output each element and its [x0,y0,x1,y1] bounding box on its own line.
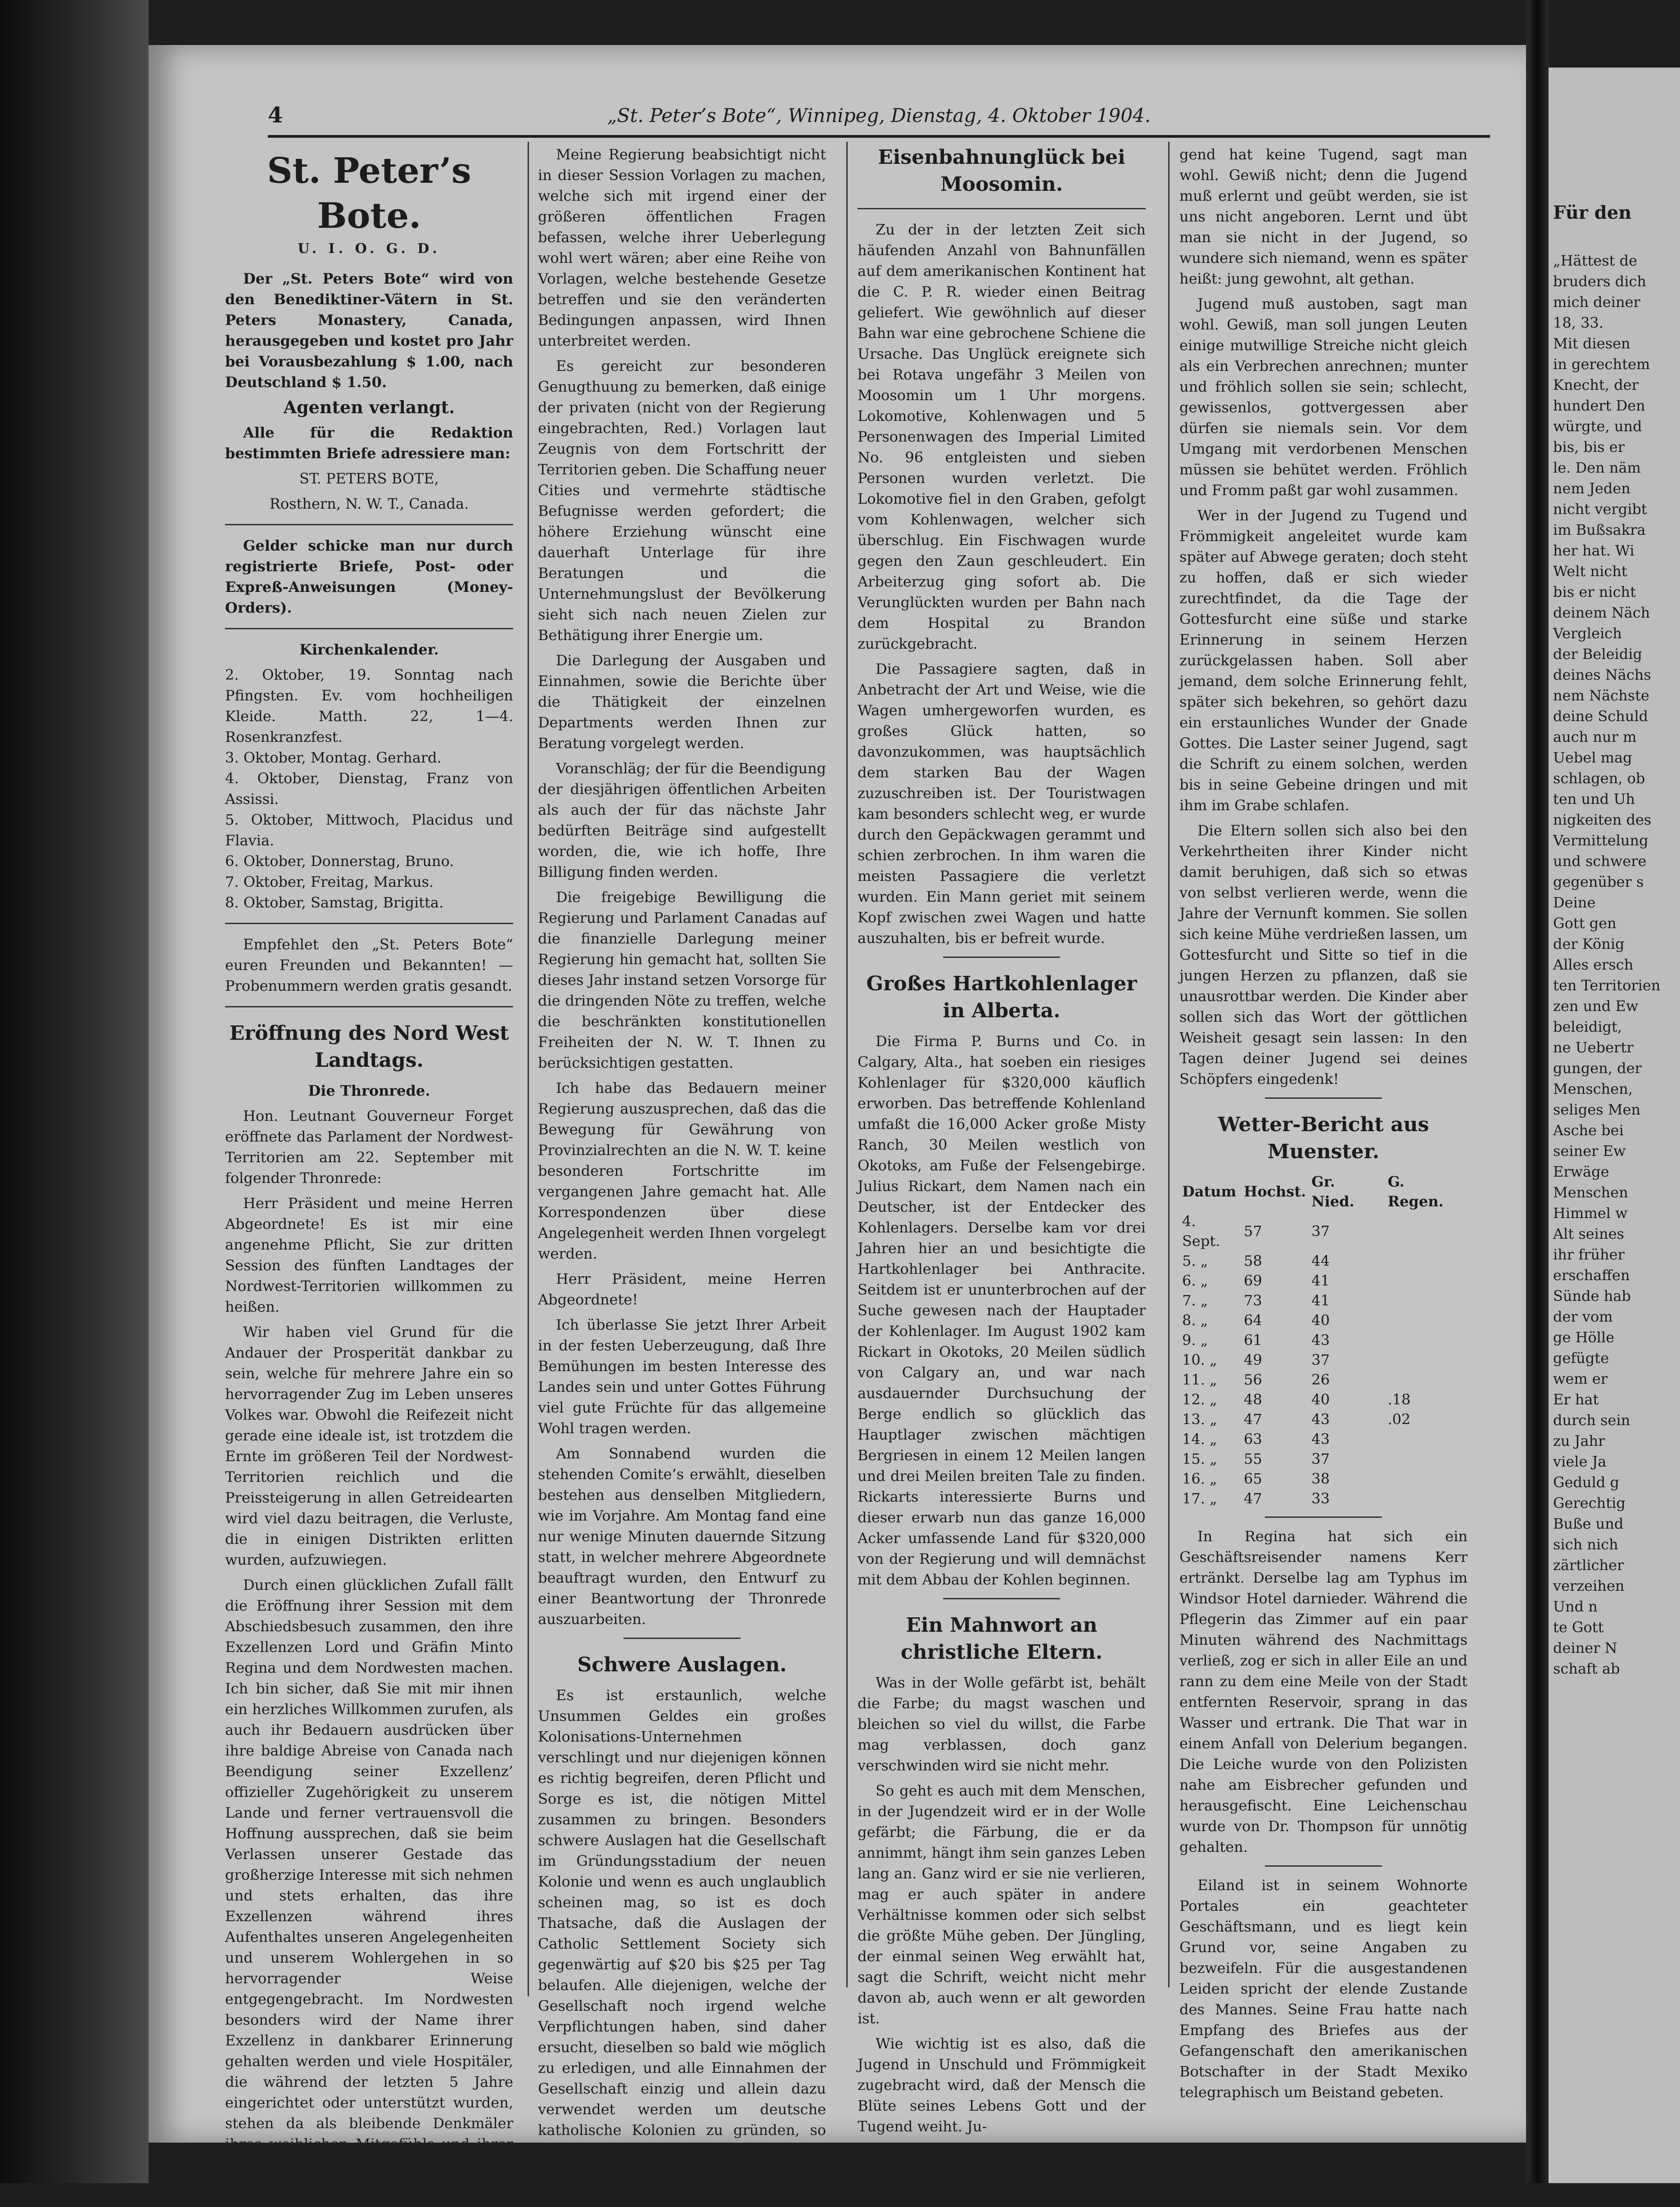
facing-page-line: der König [1553,935,1625,952]
weather-cell: 47 [1243,1411,1262,1428]
article-paragraph: Zu der in der letzten Zeit sich häufenden Anzahl von Bahnunfällen auf dem amerikanischen Kontinent hat die C. P. R. wieder einen Beitrag geliefert. Wie gewöhnlich auf dieser Bahn war eine gebrochene Schiene die Ursache. Das Unglück ereignete sich bei Rotava ungefähr 3 Meilen von Moosomin um 1 Uhr morgens. Lokomotive, Kohlenwagen und 5 Personenwagen des Imperial Limited No. 96 entgleisten und sieben Personen wurden verletzt. Die Lokomotive fiel in den Graben, gefolgt vom Kohlenwagen, welcher sich überschlug. Ein Fischwagen wurde gegen den Zaun geschleudert. Ein Arbeiterzug ging sofort ab. Die Verunglückten wurden per Bahn nach dem Hospital zu Brandon zurückgebracht. [858,221,1146,652]
weather-cell: 8. „ [1182,1312,1208,1329]
weather-cell: 17. „ [1182,1490,1217,1507]
facing-page-line: Und n [1553,1598,1598,1615]
divider [225,1006,513,1007]
article-paragraph: gend hat keine Tugend, sagt man wohl. Gewiß nicht; denn die Jugend muß erlernt und geübt werden, sie ist uns nicht angeboren. Lernt und übt man sie nicht in der Jugend, so wundere sich niemand, wenn es später heißt: jung gewohnt, alt gethan. [1179,146,1468,287]
column-4 [1179,144,1468,2107]
article-paragraph: So geht es auch mit dem Menschen, in der Jugendzeit wird er in der Wolle gefärbt; die Färbung, die er da annimmt, hängt ihm sein ganzes Leben lang an. Ganz wird er sie nie verlieren, mag er auch später in andere Verhältnisse kommen oder sich selbst die größte Mühe geben. Der Jüngling, der einmal seinen Weg erwählt hat, sagt die Schrift, weicht nicht mehr davon ab, auch wenn er alt geworden ist. [858,1782,1146,2027]
facing-page-line: wem er [1553,1370,1608,1387]
weather-cell: 44 [1311,1252,1330,1269]
facing-page-line: würgte, und [1553,418,1642,435]
weather-cell [1385,1429,1468,1449]
divider [943,1598,1060,1599]
weather-cell [1385,1330,1468,1350]
page-number: 4 [268,103,283,128]
weather-cell: 58 [1243,1252,1262,1269]
facing-page-line: mich deiner [1553,293,1640,311]
weather-cell: 6. „ [1182,1272,1208,1289]
weather-cell: 14. „ [1182,1431,1217,1448]
facing-page-line: schlagen, ob [1553,770,1645,787]
weather-cell: 12. „ [1182,1391,1217,1408]
weather-row [1179,1390,1468,1409]
article-subhead: Die Thronrede. [308,1082,430,1099]
facing-page-line: der Beleidig [1553,645,1642,663]
weather-cell: 40 [1311,1391,1330,1408]
article-paragraph: Jugend muß austoben, sagt man wohl. Gewiß, man soll jungen Leuten einige mutwillige Streiche nicht gleich als ein Verbrechen anrechnen; munter und fröhlich sollen sie sein; schlecht, gewissenlos, gottvergessen aber dürfen sie niemals sein. Vor dem Umgang mit verdorbenen Menschen müssen sie behütet werden. Fröhlich und Fromm paßt gar wohl zusammen. [1179,295,1468,499]
article-paragraph: Die Darlegung der Ausgaben und Einnahmen, sowie die Berichte über die Thätigkeit der einzelnen Departments werden Ihnen zur Beratung vorgelegt werden. [538,652,826,752]
article-paragraph: Die Firma P. Burns und Co. in Calgary, Alta., hat soeben ein riesiges Kohlenlager für $320,000 käuflich erworben. Das betreffende Kohlenland umfaßt die 16,000 Acker große Misty Ranch, 30 Meilen westlich von Okotoks, am Fuße der Felsengebirge. Julius Rickart, dem Namen nach ein Deutscher, ist der Entdecker des Kohlenlagers. Derselbe kam vor drei Jahren hier an und besichtigte die Hartkohlenlager bei Anthracite. Seitdem ist er ununterbrochen auf der Suche gewesen nach der Hauptader der Kohlenlager. Im August 1902 kam Rickart in Okotoks, 20 Meilen südlich von Calgary an, und war nach ausdauernder Durchsuchung der Berge endlich so glücklich das Hauptlager zwischen mächtigen Bergriesen in einem 12 Meilen langen und drei Meilen breiten Tale zu finden. Rickarts interessierte Burns und dieser erwarb nun das ganze 16,000 Acker umfassende Land für $320,000 von der Regierung und will demnächst mit dem Abbau der Kohlen beginnen. [858,1033,1146,1588]
weather-cell: 11. „ [1182,1371,1217,1388]
weather-cell: 73 [1243,1292,1262,1309]
weather-cell: 13. „ [1182,1411,1217,1428]
facing-page-line: nicht vergibt [1553,501,1647,518]
weather-cell: 41 [1311,1292,1330,1309]
weather-row [1179,1271,1468,1291]
facing-page-line: seliges Men [1553,1101,1641,1118]
facing-page-line: zu Jahr [1553,1432,1605,1449]
weather-cell: 40 [1311,1312,1330,1329]
article-paragraph: Die Eltern sollen sich also bei den Verkehrtheiten ihrer Kinder nicht damit beruhigen, daß sich so etwas von selbst verlieren werde, wenn die Jahre der Vernunft kommen. Sie sollen sich keine Mühe verdrießen lassen, um Gottesfurcht und Sitte so tief in die jungen Herzen zu pflanzen, daß sie unausrottbar werden. Die Kinder aber sollen sich das Wort der göttlichen Weisheit gesagt sein lassen: In den Tagen deiner Jugend sei deines Schöpfers eingedenk! [1179,822,1468,1088]
facing-page-line: deinem Näch [1553,604,1650,621]
weather-cell: 9. „ [1182,1331,1208,1349]
facing-page-line: hundert Den [1553,397,1645,414]
divider [858,208,1146,209]
article-paragraph: Am Sonnabend wurden die stehenden Comite’s erwählt, dieselben bestehen aus denselben Mitgliedern, wie im Vorjahre. Am Montag fand eine nur wenige Minuten dauernde Sitzung statt, in welcher mehrere Abgeordnete beauftragt wurden, den Entwurf zu einer Beantwortung der Thronrede auszuarbeiten. [538,1445,826,1628]
address-name: ST. PETERS BOTE, [299,470,439,487]
facing-page-line: und schwere [1553,853,1647,870]
article-paragraph: Meine Regierung beabsichtigt nicht in dieser Session Vorlagen zu machen, welche sich mit irgend einer der größeren öffentlichen Fragen befassen, welche ihrer Ueberlegung wohl wert wären; aber eine Reihe von Vorlagen, welche bestehende Gesetze betreffen und sie den veränderten Bedingungen anpassen, wird Ihnen unterbreitet werden. [538,146,826,349]
divider [225,524,513,525]
column-2 [538,144,826,2207]
facing-page-line: nem Nächste [1553,687,1649,704]
page-title: „St. Peter’s Bote“, Winnipeg, Dienstag, 4. Oktober 1904. [607,104,1151,126]
weather-row [1179,1251,1468,1271]
book-binding [0,0,149,2183]
weather-row [1179,1489,1468,1508]
weather-cell: 65 [1243,1470,1262,1487]
facing-page-line: sich nich [1553,1536,1618,1553]
agents-wanted: Agenten verlangt. [283,397,455,417]
weather-cell: 47 [1243,1490,1262,1507]
facing-page-line: gungen, der [1553,1060,1642,1077]
facing-page-line: seiner Ew [1553,1142,1626,1160]
weather-cell: 56 [1243,1371,1262,1388]
facing-page-line: deine Schuld [1553,708,1648,725]
facing-page-line: Himmel w [1553,1205,1628,1222]
article-paragraph: Eiland ist in seinem Wohnorte Portales ein geachteter Geschäftsmann, und es liegt kein Grund vor, seine Angaben zu bezweifeln. Für die ausgestandenen Leiden spricht der elende Zustande des Mannes. Seine Frau hatte nach Empfang des Briefes aus der Gefangenschaft den amerikanischen Botschafter in der Stadt Mexiko telegraphisch um Beistand gebeten. [1179,1877,1468,2101]
article-paragraph: Ich habe das Bedauern meiner Regierung auszusprechen, daß das die Bewegung für Gewährung von Provinzialrechten an die N. W. T. keine besonderen Fortschritte im vergangenen Jahre gemacht hat. Alle Korrespondenzen über diese Angelegenheit werden Ihnen vorgelegt werden. [538,1079,826,1262]
facing-page-line: gefügte [1553,1349,1609,1367]
weather-header [1385,1172,1468,1211]
calendar-entry: 5. Oktober, Mittwoch, Placidus und Flavia. [225,811,513,849]
weather-cell: 37 [1311,1223,1330,1240]
facing-page-line: Menschen [1553,1184,1628,1201]
facing-page-line: Erwäge [1553,1163,1609,1180]
facing-page-line: zärtlicher [1553,1557,1624,1574]
weather-cell: 43 [1311,1431,1330,1448]
column-3 [858,144,1146,2141]
calendar-entry: 6. Oktober, Donnerstag, Bruno. [225,853,454,870]
article-paragraph: Durch einen glücklichen Zufall fällt die Eröffnung ihrer Session mit dem Abschiedsbesuch zusammen, den ihre Exzellenzen Lord und Gräfin Minto Regina und dem Nordwesten machen. Ich bin sicher, daß Sie mit mir ihnen ein herzliches Willkommen zurufen, als auch ihr Bedauern ausdrücken über ihre baldige Abreise von Canada nach Beendigung seiner Exzellenz’ offizieller Zugehörigkeit zu unserem Lande und ferner vertrauensvoll die Hoffnung aussprechen, daß sie beim Verlassen unserer Gestade das großherzige Interesse mit sich nehmen und stets erhalten, das ihre Exzellenzen während ihres Aufenthaltes unseren Angelegenheiten und unserem Wohlergehen in so hervorragender Weise entgegengebracht. Im Nordwesten besonders wird der Name ihrer Exzellenz in dankbarer Erinnerung gehalten werden und viele Hospitäler, die während der letzten 5 Jahre eingerichtet oder unterstützt wurden, stehen da als bleibende Denkmäler ihres weiblichen Mitgefühls und ihrer Herzensgüte. [225,1576,513,2173]
facing-page-line: der vom [1553,1308,1613,1325]
calendar-entry: 3. Oktober, Montag. Gerhard. [225,749,442,766]
weather-header: Datum [1182,1183,1237,1200]
facing-page-line: Sünde hab [1553,1287,1631,1304]
divider [943,957,1060,958]
facing-page-line: ihr früher [1553,1246,1625,1263]
weather-cell [1385,1251,1468,1271]
facing-page-line: verzeihen [1553,1577,1625,1594]
facing-page-lines [1553,250,1679,1679]
facing-page-line: her hat. Wi [1553,542,1635,559]
facing-page-line: te Gott [1553,1619,1604,1636]
weather-cell: 61 [1243,1331,1262,1349]
weather-cell [1385,1370,1468,1390]
weather-row [1179,1310,1468,1330]
facing-page-line: Alt seines [1553,1225,1624,1242]
article-paragraph: Hon. Leutnant Gouverneur Forget eröffnete das Parlament der Nordwest-Territorien am 22. September mit folgender Thronrede: [225,1107,513,1187]
facing-page-line: Gott gen [1553,915,1617,932]
weather-cell: 48 [1243,1391,1262,1408]
weather-cell [1385,1350,1468,1370]
weather-cell: 37 [1311,1450,1330,1467]
calendar-title: Kirchenkalender. [299,641,439,658]
column-divider [528,142,529,1996]
facing-page-line: gegenüber s [1553,873,1644,890]
facing-page-line: schaft ab [1553,1660,1620,1677]
calendar-entry: 4. Oktober, Dienstag, Franz von Assissi. [225,770,513,808]
facing-page-line: in gerechtem [1553,356,1650,373]
article-headline: Schwere Auslagen. [577,1653,787,1676]
calendar-entry: 8. Oktober, Samstag, Brigitta. [225,894,444,911]
facing-page-line: Vermittelung [1553,832,1648,849]
article-headline: Großes Hartkohlenlager in Alberta. [866,972,1137,1022]
weather-cell: 55 [1243,1450,1262,1467]
facing-page-line: Geduld g [1553,1474,1619,1491]
divider [1265,1865,1382,1867]
weather-cell: .02 [1387,1411,1411,1428]
weather-row [1179,1449,1468,1469]
weather-row [1179,1350,1468,1370]
weather-cell: 63 [1243,1431,1262,1448]
facing-page-line: Buße und [1553,1515,1624,1532]
weather-cell [1385,1449,1468,1469]
weather-cell: 38 [1311,1470,1330,1487]
facing-page-line: durch sein [1553,1412,1630,1429]
article-headline: Eröffnung des Nord West Landtags. [229,1022,509,1072]
weather-cell [1385,1271,1468,1291]
weather-row [1179,1409,1468,1429]
article-paragraph: Herr Präsident und meine Herren Abgeordnete! Es ist mir eine angenehme Pflicht, Sie zur dritten Session des fünften Landtages der Nordwest-Territorien willkommen zu heißen. [225,1195,513,1315]
weather-row [1179,1429,1468,1449]
masthead-intro: Der „St. Peters Bote“ wird von den Benediktiner-Vätern in St. Peters Monastery, Canada, herausgegeben und kostet pro Jahr bei Vorausbezahlung $ 1.00, nach Deutschland $ 1.50. [225,270,513,391]
weather-cell: 10. „ [1182,1351,1217,1368]
money-note: Gelder schicke man nur durch registrierte Briefe, Post- oder Expreß-Anweisungen (Money-Orders). [225,537,513,616]
calendar-entry: 7. Oktober, Freitag, Markus. [225,873,434,890]
header-rule [268,135,1490,138]
weather-header: Hochst. [1243,1183,1306,1200]
book-gutter [1526,0,1549,2183]
church-calendar [225,664,513,913]
weather-cell: 69 [1243,1272,1262,1289]
article-paragraph: Die freigebige Bewilligung die Regierung und Parlament Canadas auf die finanzielle Darlegung meiner Regierung hin gemacht hat, sollten Sie dieses Jahr instand setzen Vorsorge für die dringenden Nöte zu treffen, welche die beschränkten konstitutionellen Freiheiten der N. W. T. Ihnen zu berücksichtigen gestatten. [538,889,826,1071]
divider [623,1638,741,1639]
weather-cell [1385,1211,1468,1251]
weather-cell: 5. „ [1182,1252,1208,1269]
weather-cell: 15. „ [1182,1450,1217,1467]
weather-cell [1385,1469,1468,1489]
facing-page-line: ge Hölle [1553,1329,1615,1346]
divider [1265,1516,1382,1518]
facing-page-line: auch nur m [1553,728,1637,745]
facing-page-line: le. Den näm [1553,459,1641,476]
facing-page-line: bis er nicht [1553,583,1636,600]
weather-cell: 26 [1311,1371,1330,1388]
facing-page-line: nem Jeden [1553,480,1630,497]
weather-cell: 7. „ [1182,1292,1208,1309]
weather-cell: 4. Sept. [1182,1213,1220,1250]
facing-page-line: Er hat [1553,1391,1599,1408]
column-divider [1168,142,1170,1987]
facing-page-line: zen und Ew [1553,997,1639,1015]
facing-page-line: ten Territorien [1553,977,1661,994]
facing-page-headline: Für den [1553,202,1632,223]
weather-cell: 33 [1311,1490,1330,1507]
article-paragraph: In Regina hat sich ein Geschäftsreisender namens Kerr ertränkt. Derselbe lag am Typhus im Windsor Hotel darnieder. Während die Pflegerin das Zimmer auf ein paar Minuten während des Nachmittags verließ, zog er sich in aller Eile an und rann zu dem eine Meile von der Stadt entfernten Reservoir, sprang in das Wasser und ertrank. Die That war in einem Anfall von Delerium begangen. Die Leiche wurde von den Polizisten nahe am Eisbrecher gefunden und herausgefischt. Eine Leichenschau wurde von Dr. Thompson für unnötig gehalten. [1179,1528,1468,1855]
facing-page-line: Asche bei [1553,1122,1624,1139]
article-paragraph: Wir haben viel Grund für die Andauer der Prosperität dankbar zu sein, welche für mehrere Jahre ein so hervorragender Zug im Leben unseres Volkes war. Obwohl die Reifezeit nicht gerade eine ideale ist, ist trotzdem die Ernte im größeren Teil der Nordwest-Territorien reichlich und die Preissteigerung in allen Getreidearten wird viel dazu beitragen, die Verluste, die in einigen Distrikten erlitten wurden, aufzuwiegen. [225,1323,513,1568]
weather-row [1179,1469,1468,1489]
facing-page-text [1553,203,1679,1679]
facing-page-line: Deine [1553,894,1596,911]
facing-page-line: ten und Uh [1553,790,1635,808]
weather-title: Wetter-Bericht aus Muenster. [1218,1113,1429,1163]
weather-cell [1385,1291,1468,1310]
facing-page-line: Menschen, [1553,1080,1633,1097]
weather-cell: 43 [1311,1331,1330,1349]
recommend-note: Empfehlet den „St. Peters Bote“ euren Freunden und Bekannten! — Probenummern werden gratis gesandt. [225,936,513,994]
weather-cell: 49 [1243,1351,1262,1368]
weather-cell: .18 [1387,1391,1411,1408]
facing-page-line: Knecht, der [1553,376,1639,393]
facing-page-line: 18, 33. [1553,314,1603,331]
masthead-motto: U. I. O. G. D. [298,241,441,257]
divider [1265,1097,1382,1099]
address-note: Alle für die Redaktion bestimmten Briefe adressiere man: [225,424,513,462]
facing-page-line: Alles ersch [1553,956,1634,973]
article-paragraph: Was in der Wolle gefärbt ist, behält die Farbe; du magst waschen und bleichen so viel du willst, die Farbe mag verblassen, doch ganz verschwinden wird sie nicht mehr. [858,1674,1146,1774]
weather-row [1179,1211,1468,1251]
address-place: Rosthern, N. W. T., Canada. [269,495,469,512]
weather-table [1179,1172,1468,1508]
weather-cell: 64 [1243,1312,1262,1329]
facing-page-line: bruders dich [1553,273,1646,290]
facing-page-line: deines Nächs [1553,666,1651,683]
weather-cell [1385,1489,1468,1508]
article-paragraph: Voranschläg; der für die Beendigung der diesjährigen öffentlichen Arbeiten als auch der für das nächste Jahr bedürften Beiträge sind aufgestellt worden, die, wie ich hoffe, Ihre Billigung finden werden. [538,760,826,880]
facing-page-line: deiner N [1553,1639,1617,1656]
weather-cell: 16. „ [1182,1470,1217,1487]
weather-row [1179,1330,1468,1350]
weather-row [1179,1370,1468,1390]
facing-page-line: Welt nicht [1553,563,1627,580]
weather-row [1179,1291,1468,1310]
weather-cell: 57 [1243,1223,1262,1240]
masthead-title: St. Peter’s Bote. [267,150,471,236]
facing-page-line: erschaffen [1553,1267,1630,1284]
article-headline: Ein Mahnwort an christliche Eltern. [900,1614,1103,1664]
article-headline: Eisenbahnunglück bei Moosomin. [878,146,1125,196]
article-paragraph: Herr Präsident, meine Herren Abgeordnete! [538,1270,826,1308]
article-paragraph: Wie wichtig ist es also, daß die Jugend in Unschuld und Frömmigkeit zugebracht wird, daß der Mensch die Blüte seines Lebens Gott und der Tugend weiht. Ju- [858,2035,1146,2135]
facing-page-line: nigkeiten des [1553,811,1652,828]
divider [225,628,513,629]
facing-page-line: Uebel mag [1553,749,1632,766]
weather-header-g: G. [1387,1173,1405,1190]
facing-page-line: viele Ja [1553,1453,1607,1470]
article-paragraph: Es ist erstaunlich, welche Unsummen Geldes ein großes Kolonisations-Unternehmen verschlingt und nur diejenigen können es richtig begreifen, deren Pflicht und Sorge es ist, die nötigen Mittel zusammen zu bringen. Besonders schwere Auslagen hat die Gesellschaft im Gründungsstadium der neuen Kolonie und wenn es auch unglaublich scheinen mag, so ist es doch Thatsache, daß die Auslagen der Catholic Settlement Society sich gegenwärtig auf $20 bis $25 per Tag belaufen. Alle diejenigen, welche der Gesellschaft noch irgend welche Verpflichtungen haben, sind daher ersucht, dieselben so bald wie möglich zu erledigen, und alle Einnahmen der Gesellschaft einzig und allein dazu verwendet werden um deutsche katholische Kolonien zu gründen, so steht auch wohl zu erwarten, daß ein jeder seinen Verpflichtungen gewissenhaft nachkommen wird. [538,1687,826,2201]
page-header [268,103,1490,130]
facing-page-line: beleidigt, [1553,1018,1622,1035]
weather-cell: 41 [1311,1272,1330,1289]
facing-page-line: Gerechtig [1553,1494,1626,1512]
article-paragraph: Ich überlasse Sie jetzt Ihrer Arbeit in der festen Ueberzeugung, daß Ihre Bemühungen im besten Interesse des Landes sein und unter Gottes Führung viel gute Früchte für das allgemeine Wohl tragen werden. [538,1316,826,1437]
weather-header-row [1179,1172,1468,1211]
weather-cell [1385,1310,1468,1330]
facing-page-line: Mit diesen [1553,335,1630,352]
column-1 [225,144,513,2180]
article-paragraph: Es gereicht zur besonderen Genugthuung zu bemerken, daß einige der privaten (nicht von der Regierung eingebrachten, Red.) Vorlagen laut Zeugnis von dem Fortschritt der Territorien geben. Die Schaffung neuer Cities und vermehrte städtische Befugnisse werden gefordert; die höhere Erziehung wünscht eine dauerhaft Unterlage für ihre Beratungen und die Unternehmungslust der Bevölkerung sieht sich nach neuen Zielen zur Bethätigung ihrer Energie um. [538,357,826,644]
calendar-entry: 2. Oktober, 19. Sonntag nach Pfingsten. Ev. vom hochheiligen Kleide. Matth. 22, 1—4. Rosenkranzfest. [225,666,513,745]
divider [225,923,513,924]
weather-cell: 43 [1311,1411,1330,1428]
weather-cell: 37 [1311,1351,1330,1368]
facing-page [1549,68,1680,2183]
facing-page-line: im Bußsakra [1553,521,1646,538]
article-paragraph: Wer in der Jugend zu Tugend und Frömmigkeit angeleitet wurde kam später auf Abwege geraten; doch steht zu hoffen, daß er sich wieder zurechtfindet, da die Tage der Gottesfurcht eine süße und starke Erinnerung in seinem Herzen zurückgelassen haben. Soll aber jemand, dem solche Erinnerung fehlt, später sich bekehren, so gehört dazu ein erstaunliches Wunder der Gnade Gottes. Die Laster seiner Jugend, sagt die Schrift zu einem solchen, werden bis in seine Gebeine dringen und mit ihm im Grabe schlafen. [1179,507,1468,814]
weather-header-rain: Regen. [1387,1193,1444,1210]
facing-page-line: ne Uebertr [1553,1039,1634,1056]
article-paragraph: Die Passagiere sagten, daß in Anbetracht der Art und Weise, wie die Wagen umhergeworfen wurden, es großes Glück hatten, so davonzukommen, was hauptsächlich dem starken Bau der Wagen zuzuschreiben ist. Der Touristwagen kam besonders schlecht weg, er wurde durch den Gepäckwagen gerammt und schien zerbrochen. In ihm waren die meisten Passagiere die verletzt wurden. Ein Mann geriet mit seinem Kopf zwischen zwei Wagen und hatte auszuhalten, bis er befreit wurde. [858,660,1146,947]
facing-page-line: bis, bis er [1553,438,1625,456]
weather-header: Gr. Nied. [1311,1173,1355,1210]
facing-page-line: „Hättest de [1553,252,1638,269]
facing-page-line: Vergleich [1553,625,1622,642]
column-divider [846,142,848,1987]
